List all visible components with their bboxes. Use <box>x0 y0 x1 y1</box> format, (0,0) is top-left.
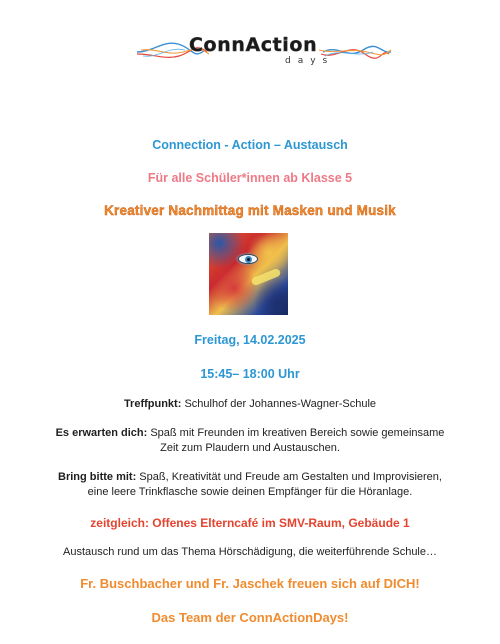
event-time: 15:45– 18:00 Uhr <box>200 367 300 381</box>
bring-label: Bring bitte mit: <box>58 471 137 483</box>
logo-wordmark: ConnAction <box>189 34 318 56</box>
logo-subtitle: days <box>285 56 335 66</box>
hosts-message: Fr. Buschbacher und Fr. Jaschek freuen sich auf DICH! <box>80 576 420 591</box>
paint-stroke <box>251 268 282 287</box>
meeting-point-text: Schulhof der Johannes-Wagner-Schule <box>181 398 377 410</box>
bring-text-1: Spaß, Kreativität und Freude am Gestalten und Improvisieren, <box>136 471 442 483</box>
event-title: Kreativer Nachmittag mit Masken und Musik <box>104 203 396 218</box>
connaction-days-logo <box>133 30 393 74</box>
team-signature: Das Team der ConnActionDays! <box>151 610 349 625</box>
motto: Connection - Action – Austausch <box>152 138 348 152</box>
pupil <box>247 258 250 261</box>
expectations-label: Es erwarten dich: <box>55 427 148 439</box>
meeting-point <box>0 398 500 410</box>
painted-face-image <box>209 233 288 315</box>
meeting-point-label: Treffpunkt: <box>123 398 182 410</box>
iris <box>245 256 252 263</box>
event-date: Freitag, 14.02.2025 <box>194 333 306 347</box>
target-group: Für alle Schüler*innen ab Klasse 5 <box>147 171 353 185</box>
cafe-topic: Austausch rund um das Thema Hörschädigung, die weiterführende Schule… <box>62 546 437 558</box>
parents-cafe: zeitgleich: Offenes Elterncafé im SMV-Raum, Gebäude 1 <box>90 516 410 530</box>
bring-line-2: eine leere Trinkflasche sowie deinen Empfänger für die Höranlage. <box>87 486 413 498</box>
eye-icon <box>238 254 258 264</box>
expectations-line-2: Zeit zum Plaudern und Austauschen. <box>160 442 340 454</box>
expectations-text-1: Spaß mit Freunden im kreativen Bereich sowie gemeinsame <box>147 427 445 439</box>
bring-line-1 <box>0 471 500 483</box>
expectations-line-1 <box>0 427 500 439</box>
